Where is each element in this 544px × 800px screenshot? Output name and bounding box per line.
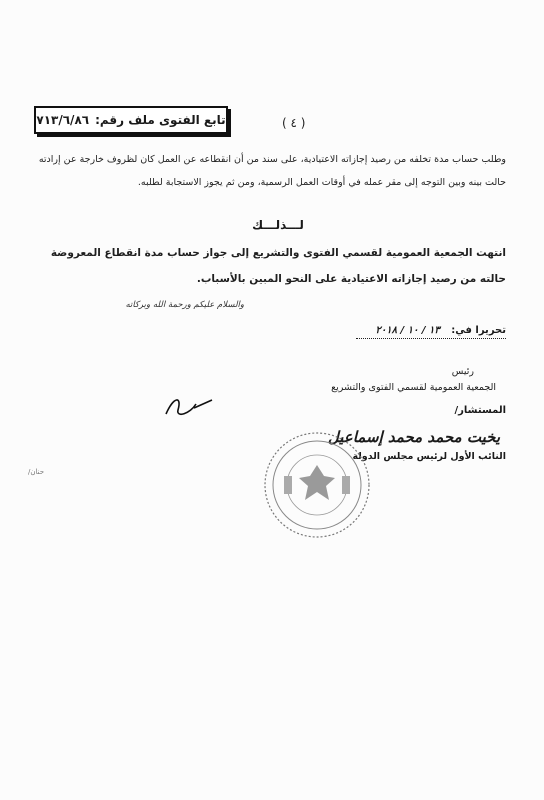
file-label: تابع الفتوى ملف رقم: <box>95 113 226 127</box>
body-paragraph-1: وطلب حساب مدة تخلفه من رصيد إجازاته الاعتيادية، على سند من أن انقطاعه عن العمل كان لظروف خارجة عن إرادته حالت بينه وبين التوجه إلى مقر عمله في أوقات العمل الرسمية، ومن ثم يجوز الاستجابة لطلبه. <box>38 154 506 188</box>
file-number-box <box>34 106 228 134</box>
signer-name: يخيت محمد محمد إسماعيل <box>327 428 500 446</box>
signature-title-2: الجمعية العمومية لقسمي الفتوى والتشريع <box>331 382 496 393</box>
official-seal-icon <box>262 430 372 540</box>
signed-mark: حنان/ <box>28 468 45 476</box>
signer-title: النائب الأول لرئيس مجلس الدولة <box>352 451 506 462</box>
body-paragraph-2: انتهت الجمعية العمومية لقسمي الفتوى والتشريع إلى جواز حساب مدة انقطاع المعروضة حالته من رصيد إجازاته الاعتيادية على النحو المبين بالأسباب. <box>50 247 506 285</box>
closing-greeting: والسلام عليكم ورحمة الله وبركاته <box>125 300 244 310</box>
section-heading: لـــذلـــك <box>252 218 304 232</box>
signature-title-1: رئيس <box>451 366 474 377</box>
date-line <box>356 325 506 339</box>
page-number: ( ٤ ) <box>282 116 306 130</box>
consultant-label: المستشار/ <box>454 405 506 416</box>
file-number: ٧١٣/٦/٨٦ <box>36 113 90 127</box>
handwritten-signature-icon <box>160 392 220 422</box>
date-label: تحريرا في: <box>451 325 506 336</box>
date-value: ١٣ / ١٠ / ٢٠١٨ <box>375 325 440 336</box>
